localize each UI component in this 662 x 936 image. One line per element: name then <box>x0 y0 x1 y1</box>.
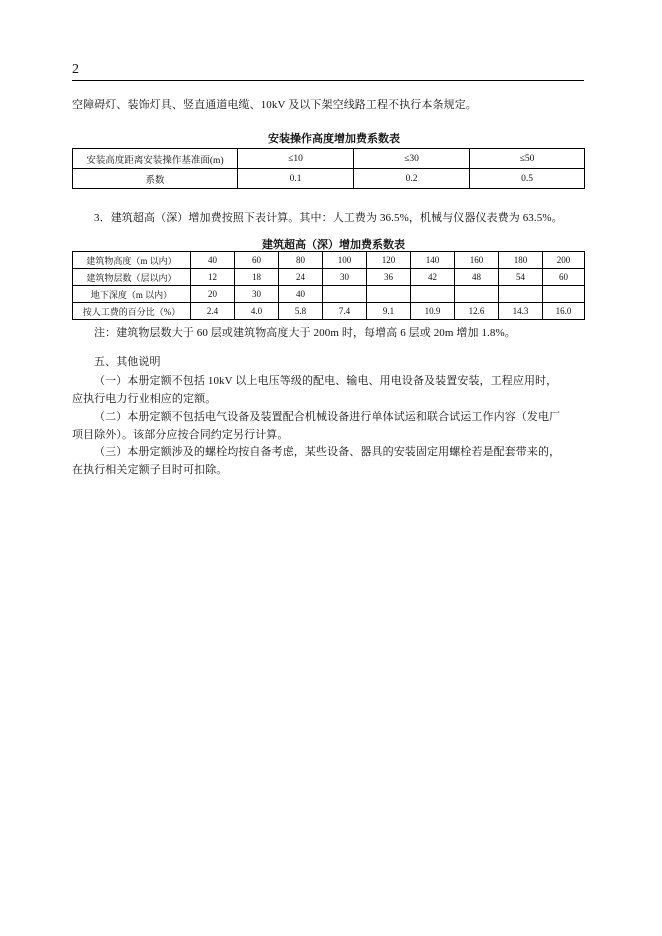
table-cell: ≤30 <box>354 149 470 169</box>
table-cell: 建筑物高度（m 以内） <box>73 252 191 269</box>
table-cell: 20 <box>191 286 235 303</box>
table-row <box>73 303 585 320</box>
table-cell: 24 <box>279 269 323 286</box>
table-cell: 200 <box>543 252 585 269</box>
table-cell: 60 <box>235 252 279 269</box>
table-cell: ≤10 <box>238 149 354 169</box>
paragraph-3-line-2: 在执行相关定额子目时可扣除。 <box>72 464 228 476</box>
table-cell: 60 <box>543 269 585 286</box>
table-cell <box>411 286 455 303</box>
table-cell: 80 <box>279 252 323 269</box>
table-cell: 12 <box>191 269 235 286</box>
table-row <box>73 169 585 189</box>
overheight-coefficient-table <box>72 251 585 320</box>
table-cell: 12.6 <box>455 303 499 320</box>
paragraph-1-line-1: （一）本册定额不包括 10kV 以上电压等级的配电、输电、用电设备及装置安装，工程应用时， <box>94 375 558 387</box>
table-cell: 2.4 <box>191 303 235 320</box>
height-coefficient-table <box>72 148 585 189</box>
table-cell: 30 <box>323 269 367 286</box>
item-3: 3．建筑超高（深）增加费按照下表计算。其中：人工费为 36.5%，机械与仪器仪表费为 63.5%。 <box>94 212 563 224</box>
table-cell: 140 <box>411 252 455 269</box>
table-cell: ≤50 <box>470 149 585 169</box>
table-cell: 按人工费的百分比（%） <box>73 303 191 320</box>
table-cell: 180 <box>499 252 543 269</box>
table-cell <box>323 286 367 303</box>
table-cell: 36 <box>367 269 411 286</box>
table-cell: 系数 <box>73 169 238 189</box>
table-cell: 安装高度距离安装操作基准面(m) <box>73 149 238 169</box>
table-cell <box>367 286 411 303</box>
table-cell <box>455 286 499 303</box>
page-number: 2 <box>72 62 79 77</box>
table2-title: 建筑超高（深）增加费系数表 <box>262 239 405 251</box>
table-cell: 100 <box>323 252 367 269</box>
header-rule <box>72 80 584 81</box>
table-cell: 14.3 <box>499 303 543 320</box>
table-cell: 120 <box>367 252 411 269</box>
table-cell: 5.8 <box>279 303 323 320</box>
table-cell: 40 <box>191 252 235 269</box>
table-cell: 0.1 <box>238 169 354 189</box>
table-row <box>73 269 585 286</box>
table-cell: 7.4 <box>323 303 367 320</box>
table-cell: 建筑物层数（层以内） <box>73 269 191 286</box>
table-cell: 10.9 <box>411 303 455 320</box>
table-cell: 0.2 <box>354 169 470 189</box>
table-cell: 16.0 <box>543 303 585 320</box>
intro-line: 空障碍灯、装饰灯具、竖直通道电缆、10kV 及以下架空线路工程不执行本条规定。 <box>72 99 477 111</box>
section-heading: 五、其他说明 <box>94 356 161 368</box>
paragraph-3-line-1: （三）本册定额涉及的螺栓均按自备考虑，某些设备、器具的安装固定用螺栓若是配套带来的， <box>94 446 561 458</box>
paragraph-2-line-1: （二）本册定额不包括电气设备及装置配合机械设备进行单体试运和联合试运工作内容（发电厂 <box>94 411 561 423</box>
table-cell: 9.1 <box>367 303 411 320</box>
table-cell: 地下深度（m 以内） <box>73 286 191 303</box>
table-row <box>73 252 585 269</box>
table-cell: 160 <box>455 252 499 269</box>
table1-title: 安装操作高度增加费系数表 <box>268 133 400 145</box>
paragraph-2-line-2: 项目除外）。该部分应按合同约定另行计算。 <box>72 429 289 441</box>
table-cell: 40 <box>279 286 323 303</box>
table-cell: 54 <box>499 269 543 286</box>
table-cell <box>499 286 543 303</box>
table-cell: 18 <box>235 269 279 286</box>
paragraph-1-line-2: 应执行电力行业相应的定额。 <box>72 393 217 405</box>
table-cell: 4.0 <box>235 303 279 320</box>
table-cell: 48 <box>455 269 499 286</box>
table-row <box>73 149 585 169</box>
table-cell <box>543 286 585 303</box>
table-row <box>73 286 585 303</box>
table-cell: 30 <box>235 286 279 303</box>
table-cell: 42 <box>411 269 455 286</box>
table-note: 注：建筑物层数大于 60 层或建筑物高度大于 200m 时，每增高 6 层或 20m 增加 1.8%。 <box>94 327 516 339</box>
table-cell: 0.5 <box>470 169 585 189</box>
